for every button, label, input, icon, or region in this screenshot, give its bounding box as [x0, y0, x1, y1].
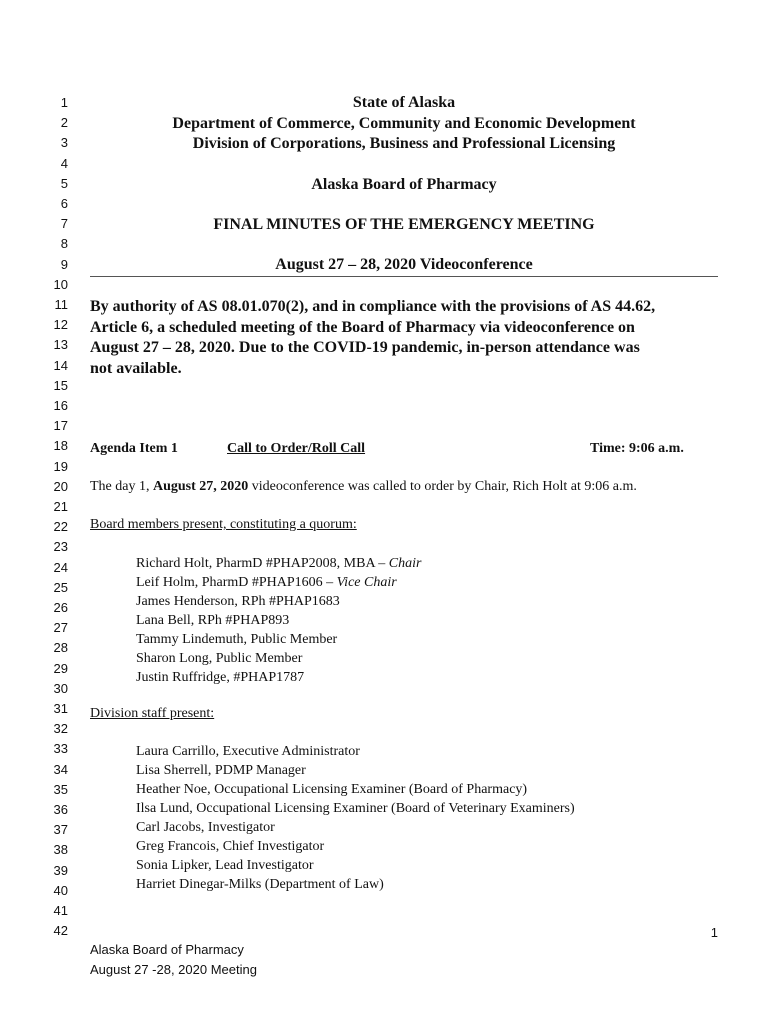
- line-number: 1: [60, 95, 68, 110]
- board-member: [136, 650, 302, 668]
- line-number: 22: [53, 519, 68, 535]
- line-number: 36: [53, 802, 68, 817]
- line-number: 19: [53, 458, 68, 474]
- staff-member: Lisa Sherrell, PDMP Manager: [136, 763, 306, 778]
- board-member: [136, 612, 289, 630]
- board-member: [136, 631, 337, 649]
- line-number: 40: [53, 882, 68, 898]
- line-number: 5: [60, 175, 68, 191]
- authority-line: By authority of AS 08.01.070(2), and in compliance with the provisions of AS 44.62,: [90, 298, 656, 315]
- line-number: 31: [53, 701, 68, 716]
- line-number: 18: [53, 438, 68, 454]
- line-number: 26: [53, 600, 68, 615]
- board-member-role: Chair: [388, 556, 422, 571]
- staff-member: Ilsa Lund, Occupational Licensing Examiner (Board of Veterinary Examiners): [136, 801, 575, 816]
- line-number: 29: [53, 660, 68, 676]
- line-number: 9: [60, 256, 68, 272]
- board-member-name: Lana Bell, RPh #PHAP893: [136, 613, 290, 628]
- board-member-name: Justin Ruffridge, #PHAP1787: [136, 670, 305, 685]
- line-number: 28: [53, 640, 68, 656]
- line-number: 10: [53, 276, 68, 292]
- line-number: 7: [60, 216, 68, 232]
- board-member-name: Richard Holt, PharmD #PHAP2008, MBA –: [136, 556, 386, 571]
- line-number: 34: [53, 761, 68, 777]
- call-to-order-date: August 27, 2020: [152, 479, 249, 494]
- footer-board-name: Alaska Board of Pharmacy: [90, 942, 244, 957]
- line-number: 16: [53, 398, 68, 413]
- line-number: 23: [53, 539, 68, 555]
- line-number: 20: [53, 478, 68, 494]
- board-member: [136, 555, 421, 573]
- line-number: 12: [53, 317, 68, 333]
- line-number: 4: [60, 155, 68, 171]
- state-heading: State of Alaska: [352, 94, 456, 111]
- authority-line: not available.: [90, 360, 182, 377]
- line-number: 35: [53, 781, 68, 797]
- staff-member: Heather Noe, Occupational Licensing Examiner (Board of Pharmacy): [136, 782, 528, 797]
- line-number: 8: [60, 236, 68, 252]
- staff-member: Harriet Dinegar-Milks (Department of Law): [136, 877, 384, 892]
- line-number: 41: [53, 903, 68, 918]
- line-number: 32: [53, 721, 68, 737]
- authority-line: Article 6, a scheduled meeting of the Board of Pharmacy via videoconference on: [90, 319, 635, 336]
- board-member: [136, 669, 304, 687]
- agenda-item-title: Call to Order/Roll Call: [227, 441, 366, 456]
- line-number: 3: [60, 135, 68, 151]
- line-number: 6: [60, 196, 68, 211]
- line-number: 42: [53, 923, 68, 939]
- title-rule: [90, 276, 718, 277]
- line-number: 13: [53, 337, 68, 353]
- board-member-name: James Henderson, RPh #PHAP1683: [136, 594, 340, 609]
- call-to-order-suffix: videoconference was called to order by Chair, Rich Holt at 9:06 a.m.: [251, 479, 637, 494]
- call-to-order-text: [90, 478, 637, 496]
- line-number: 14: [53, 357, 68, 373]
- board-member: [136, 593, 340, 611]
- line-number: 37: [53, 822, 68, 838]
- line-number: 33: [53, 741, 68, 757]
- line-number: 21: [53, 499, 68, 514]
- department-heading: Department of Commerce, Community and Economic Development: [172, 115, 636, 132]
- page-number: 1: [710, 925, 718, 940]
- line-number: 27: [53, 620, 68, 636]
- line-number: 30: [53, 680, 68, 696]
- line-number: 39: [53, 862, 68, 878]
- line-number: 38: [53, 842, 68, 858]
- line-number: 11: [54, 297, 68, 312]
- agenda-item-time: Time: 9:06 a.m.: [590, 441, 684, 456]
- board-member-name: Tammy Lindemuth, Public Member: [136, 632, 338, 647]
- division-heading: Division of Corporations, Business and Professional Licensing: [192, 135, 616, 152]
- board-member: [136, 574, 397, 592]
- board-members-heading: Board members present, constituting a quorum:: [90, 517, 357, 532]
- line-number: 15: [53, 377, 68, 393]
- staff-member: Carl Jacobs, Investigator: [136, 820, 275, 835]
- staff-member: Laura Carrillo, Executive Administrator: [136, 744, 360, 759]
- line-number: 25: [53, 579, 68, 595]
- footer-meeting-date: August 27 -28, 2020 Meeting: [90, 962, 257, 977]
- authority-line: August 27 – 28, 2020. Due to the COVID-19 pandemic, in-person attendance was: [90, 339, 640, 356]
- board-member-name: Leif Holm, PharmD #PHAP1606 –: [136, 575, 334, 590]
- line-number: 17: [53, 418, 68, 434]
- board-member-role: Vice Chair: [336, 575, 397, 590]
- line-number: 2: [60, 115, 68, 131]
- staff-member: Sonia Lipker, Lead Investigator: [136, 858, 314, 873]
- division-staff-heading: Division staff present:: [90, 706, 215, 721]
- call-to-order-prefix: The day 1,: [90, 479, 150, 494]
- document-title: FINAL MINUTES OF THE EMERGENCY MEETING: [213, 216, 595, 233]
- meeting-date-line: August 27 – 28, 2020 Videoconference: [275, 256, 533, 273]
- line-number: 24: [53, 559, 68, 575]
- board-member-name: Sharon Long, Public Member: [136, 651, 303, 666]
- board-heading: Alaska Board of Pharmacy: [311, 176, 497, 193]
- agenda-item-label: Agenda Item 1: [90, 441, 178, 456]
- staff-member: Greg Francois, Chief Investigator: [136, 839, 325, 854]
